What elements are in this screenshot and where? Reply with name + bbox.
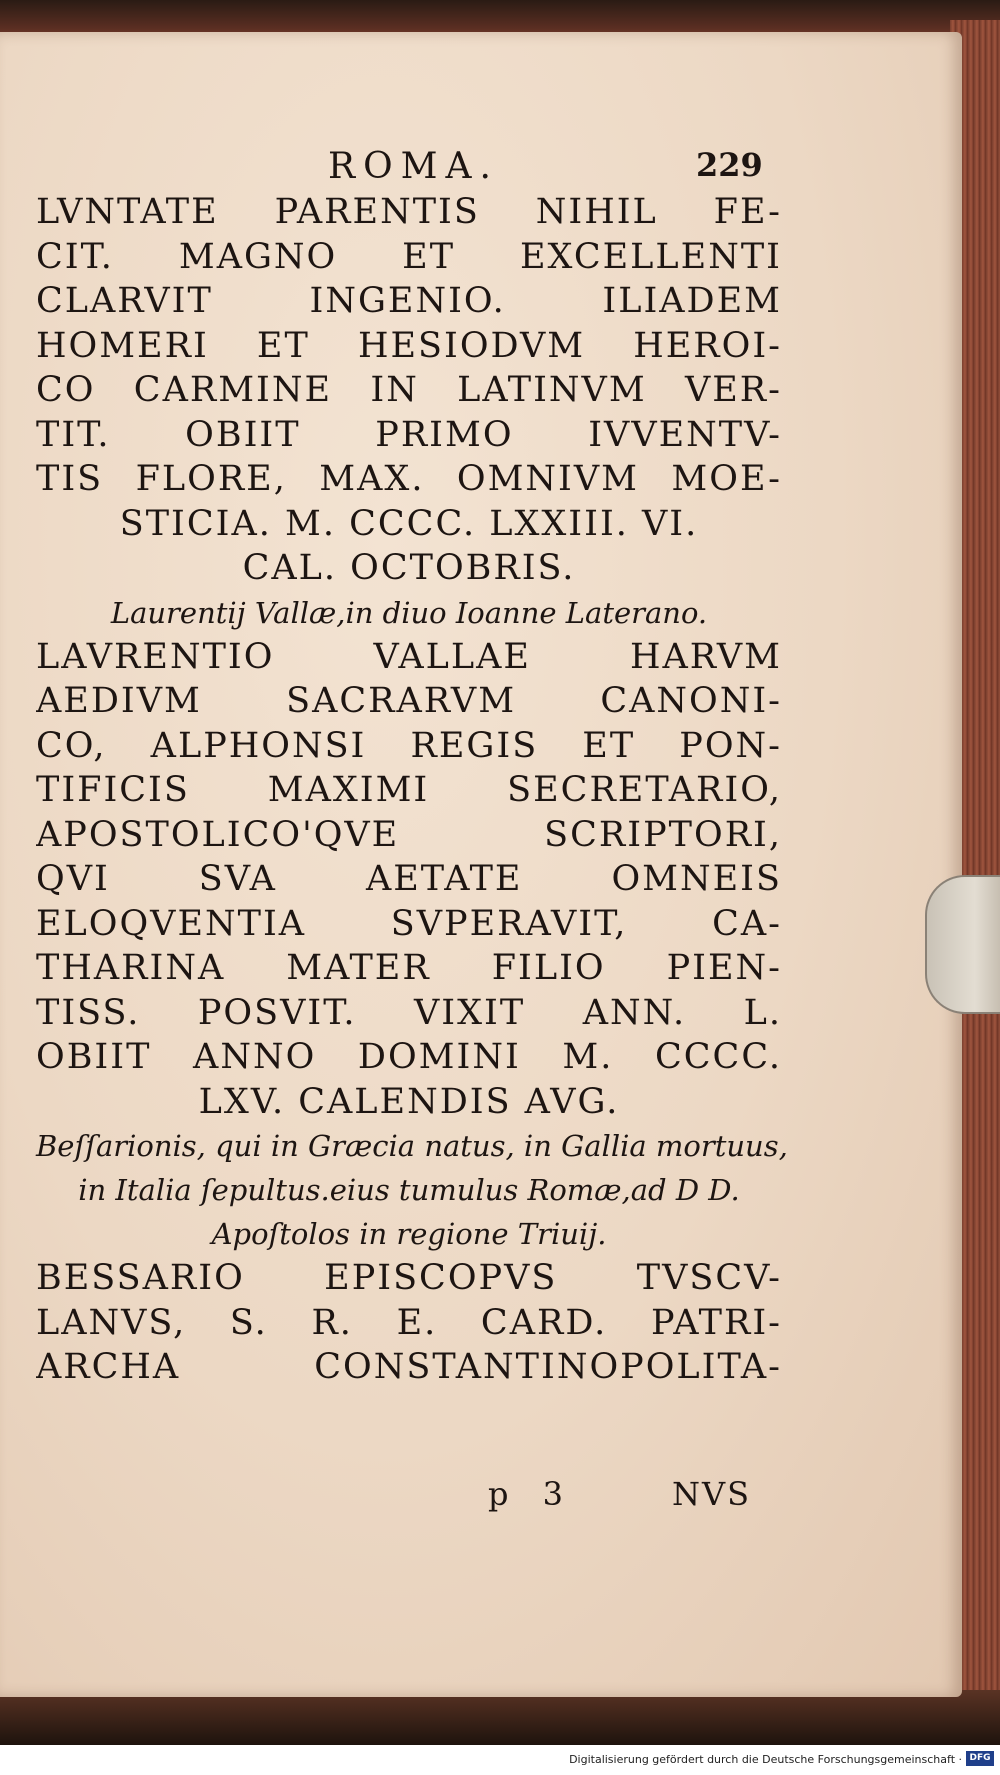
text-line: Laurentij Vallæ,in diuo Ioanne Laterano. [110, 595, 708, 630]
text-line: Apoſtolos in regione Triuij. [211, 1217, 607, 1251]
page-tab-marker [925, 875, 1000, 1014]
text-line: LANVS, S. R. E. CARD. PATRI- [36, 1302, 782, 1343]
text-line: BESSARIO EPISCOPVS TVSCV- [36, 1258, 782, 1298]
text-line: TIFICIS MAXIMI SECRETARIO, [36, 770, 782, 810]
text-line: AEDIVM SACRARVM CANONI- [36, 681, 782, 721]
text-line: ARCHA CONSTANTINOPOLITA- [36, 1347, 782, 1387]
text-line: HOMERI ET HESIODVM HEROI- [36, 325, 782, 366]
text-line: LXV. CALENDIS AVG. [198, 1081, 620, 1122]
footer-credit: Digitalisierung gefördert durch die Deutsche Forschungsgemeinschaft · [569, 1753, 962, 1766]
text-line: TIT. OBIIT PRIMO IVVENTV- [36, 414, 782, 455]
running-head: ROMA. [328, 146, 499, 187]
text-line: CO CARMINE IN LATINVM VER- [36, 370, 782, 410]
text-line: LVNTATE PARENTIS NIHIL FE- [36, 192, 782, 232]
digitization-footer [0, 1745, 1000, 1775]
text-line: in Italia ſepultus.eius tumulus Romæ,ad D D. [78, 1173, 740, 1207]
page-header [0, 146, 962, 196]
page-text-body [36, 190, 788, 1390]
text-line: QVI SVA AETATE OMNEIS [36, 859, 782, 899]
text-line: APOSTOLICO'QVE SCRIPTORI, [36, 814, 782, 855]
dfg-logo-icon: DFG [966, 1751, 994, 1766]
text-line: CIT. MAGNO ET EXCELLENTI [36, 236, 782, 277]
text-line: CO, ALPHONSI REGIS ET PON- [36, 725, 782, 766]
page-number: 229 [696, 146, 763, 184]
text-line: TISS. POSVIT. VIXIT ANN. L. [36, 992, 782, 1033]
text-line: STICIA. M. CCCC. LXXIII. VI. [119, 503, 699, 544]
text-line: Beſſarionis, qui in Græcia natus, in Gallia mortuus, [36, 1129, 788, 1163]
text-line: OBIIT ANNO DOMINI M. CCCC. [36, 1037, 782, 1077]
text-line: THARINA MATER FILIO PIEN- [36, 948, 782, 988]
catchword: NVS [672, 1475, 752, 1513]
book-bottom-shadow [0, 1690, 1000, 1745]
text-line: TIS FLORE, MAX. OMNIVM MOE- [36, 459, 782, 499]
text-line: LAVRENTIO VALLAE HARVM [36, 636, 782, 677]
text-line: CLARVIT INGENIO. ILIADEM [36, 281, 782, 321]
signature-mark: p 3 [488, 1475, 576, 1513]
text-line: ELOQVENTIA SVPERAVIT, CA- [36, 903, 782, 944]
text-line: CAL. OCTOBRIS. [242, 548, 576, 588]
